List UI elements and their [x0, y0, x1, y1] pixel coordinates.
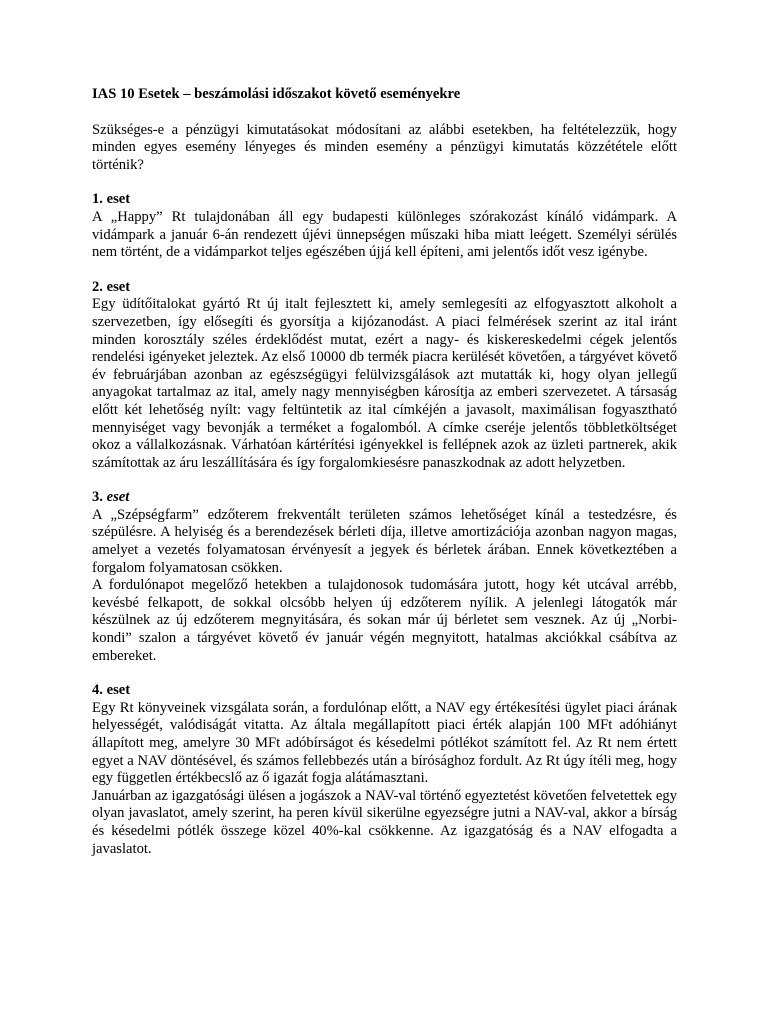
intro-paragraph: Szükséges-e a pénzügyi kimutatásokat módosítani az alábbi esetekben, ha feltételezzük, hogy minden egyes esemény lényeges és minden esemény a pénzügyi kimutatás közzététele előtt történik? — [92, 121, 677, 173]
document-page — [92, 86, 677, 875]
case-paragraph: A „Happy” Rt tulajdonában áll egy budapesti különleges szórakozást kínáló vidámpark. A vidámpark a január 6-án rendezett újévi ünnepségen műszaki hiba miatt leégett. Személyi sérülés nem történt, de a vidámparkot teljes egészében újjá kell építeni, ami jelentős időt vesz igénybe. — [92, 208, 677, 261]
document-title: IAS 10 Esetek – beszámolási időszakot követő eseményekre — [92, 86, 461, 102]
case-number: 2. — [92, 278, 103, 295]
case-1 — [92, 191, 677, 261]
case-paragraph: A fordulónapot megelőző hetekben a tulajdonosok tudomására jutott, hogy két utcával arrébb, kevésbé felkapott, de sokkal olcsóbb helyen új edzőterem nyílik. A jelenlegi látogatók már készülnek az új edzőterem megnyitására, és sokan már új bérletet sem vesznek. Az új „Norbi-kondi” szalon a tárgyévet követő év január végén megnyitott, hatalmas akciókkal csábítva az embereket. — [92, 577, 677, 664]
case-number: 3. — [92, 489, 103, 506]
case-paragraph: Januárban az igazgatósági ülésen a jogászok a NAV-val történő egyeztetést követően felvetettek egy olyan javaslatot, amely szerint, ha peren kívül sikerülne egyezségre jutni a NAV-val, akkor a bírság és késedelmi pótlék összege közel 40%-kal csökkenne. Az igazgatóság és a NAV elfogadta a javaslatot. — [92, 787, 677, 857]
case-number: 1. — [92, 191, 103, 208]
case-2 — [92, 279, 677, 473]
case-word: eset — [106, 191, 131, 208]
case-heading — [92, 191, 677, 209]
case-paragraph: Egy üdítőitalokat gyártó Rt új italt fejlesztett ki, amely semlegesíti az elfogyasztott alkoholt a szervezetben, így elősegíti és gyorsítja a kijózanodást. A piaci felmérések szerint az ital iránt minden korosztály széles érdeklődést mutat, ezért a nagy- és kiskereskedelmi cégek jelentős rendelési igényeket jeleztek. Az első 10000 db termék piacra kerülését követően, a tárgyévet követő év februárjában azonban az egészségügyi felülvizsgálások azt mutatták ki, hogy olyan jellegű anyagokat tartalmaz az ital, amely nagy mennyiségben károsítja az emberi szervezetet. A társaság előtt két lehetőség nyílt: vagy feltüntetik az ital címkéjén a javasolt, maximálisan fogyasztható mennyiséget vagy bevonják a terméket a fogalomból. A címke cseréje jelentős többletköltséget okoz a vállalkozásnak. Várhatóan kártérítési igényekkel is fellépnek azok az üzleti partnerek, akik számítottak az áru leszállítására és így forgalomkiesésre panaszkodnak az adott helyzetben. — [92, 296, 677, 471]
case-word: eset — [106, 489, 130, 506]
case-3 — [92, 489, 677, 665]
case-heading — [92, 489, 677, 507]
case-word: eset — [106, 682, 131, 699]
case-word: eset — [106, 278, 131, 295]
case-paragraph: A „Szépségfarm” edzőterem frekventált területen számos lehetőséget kínál a testedzésre, és szépülésre. A helyiség és a berendezések bérleti díja, illetve amortizációja azonban nagyon magas, amelyet a vezetés folyamatosan érvényesít a jegyek és bérletek árában. Ennek következtében a forgalom folyamatosan csökken. — [92, 506, 677, 576]
case-heading — [92, 682, 677, 700]
case-number: 4. — [92, 682, 103, 699]
case-heading — [92, 279, 677, 297]
case-4 — [92, 682, 677, 858]
case-paragraph: Egy Rt könyveinek vizsgálata során, a fordulónap előtt, a NAV egy értékesítési ügylet piaci árának helyességét, valódiságát vitatta. Az általa megállapított piaci érték alapján 100 MFt adóhiányt állapított meg, amelyre 30 MFt adóbírságot és késedelmi pótlékot számított fel. Az Rt nem értett egyet a NAV döntésével, és számos fellebbezés után a bírósághoz fordult. Az Rt úgy ítéli meg, hogy egy független értékbecslő az ő igazát fogja alátámasztani. — [92, 699, 677, 787]
